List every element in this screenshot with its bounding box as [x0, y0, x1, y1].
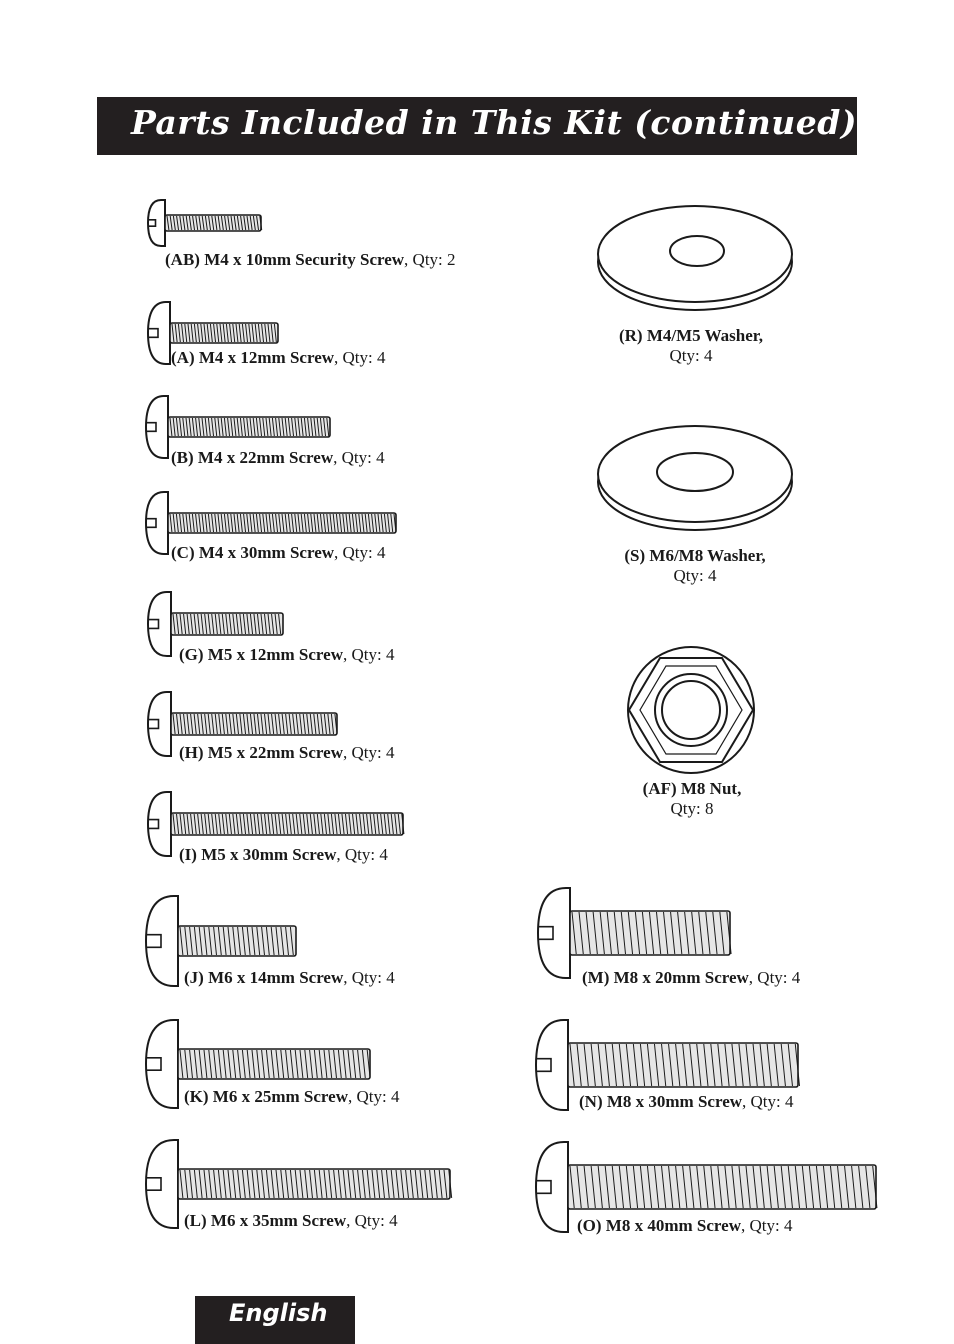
part-c-qty: , Qty: 4 [334, 543, 386, 562]
part-o-caption [577, 1216, 792, 1236]
part-af-qty: Qty: 8 [670, 799, 714, 818]
part-k-caption [184, 1087, 399, 1107]
part-s-caption [604, 546, 786, 586]
part-a-name: (A) M4 x 12mm Screw [171, 348, 335, 367]
part-r-name: (R) M4/M5 Washer, [618, 326, 764, 345]
language-label: English [229, 1299, 328, 1327]
part-n-qty: , Qty: 4 [742, 1092, 794, 1111]
part-a-caption [171, 348, 386, 368]
title-bar [97, 97, 857, 155]
part-h-name: (H) M5 x 22mm Screw [179, 743, 343, 762]
part-n-caption [579, 1092, 794, 1112]
part-j-qty: , Qty: 4 [343, 968, 395, 987]
part-g-caption [179, 645, 394, 665]
part-g-name: (G) M5 x 12mm Screw [179, 645, 343, 664]
part-b-name: (B) M4 x 22mm Screw [171, 448, 334, 467]
part-o-name: (O) M8 x 40mm Screw [577, 1216, 741, 1235]
part-a-qty: , Qty: 4 [334, 348, 386, 367]
part-h-caption [179, 743, 394, 763]
part-o-qty: , Qty: 4 [740, 1216, 793, 1235]
part-i-qty: , Qty: 4 [336, 845, 388, 864]
part-ab-name: (AB) M4 x 10mm Security Screw [165, 250, 405, 269]
part-l-caption [184, 1211, 398, 1231]
part-c-caption [171, 543, 386, 563]
page-title: Parts Included in This Kit (continued) [131, 103, 857, 142]
part-i-name: (I) M5 x 30mm Screw [179, 845, 337, 864]
part-b-qty: , Qty: 4 [333, 448, 385, 467]
part-r-caption [600, 326, 782, 366]
part-k-qty: , Qty: 4 [347, 1087, 400, 1106]
part-b-caption [171, 448, 385, 468]
part-l-name: (L) M6 x 35mm Screw [184, 1211, 347, 1230]
part-g-qty: , Qty: 4 [342, 645, 395, 664]
part-m-qty: , Qty: 4 [748, 968, 801, 987]
part-m-name: (M) M8 x 20mm Screw [582, 968, 749, 987]
washer-s-drawing [594, 418, 796, 536]
part-c-name: (C) M4 x 30mm Screw [171, 543, 335, 562]
part-l-qty: , Qty: 4 [346, 1211, 398, 1230]
part-k-name: (K) M6 x 25mm Screw [184, 1087, 348, 1106]
part-j-name: (J) M6 x 14mm Screw [184, 968, 344, 987]
part-s-qty: Qty: 4 [673, 566, 717, 585]
part-r-qty: Qty: 4 [669, 346, 713, 365]
part-s-name: (S) M6/M8 Washer, [624, 546, 766, 565]
part-af-caption [601, 779, 783, 819]
part-ab-caption [165, 250, 456, 270]
part-i-caption [179, 845, 388, 865]
part-m-caption [582, 968, 800, 988]
screw-m-drawing [536, 886, 734, 980]
part-ab-qty: , Qty: 2 [404, 250, 456, 269]
part-h-qty: , Qty: 4 [342, 743, 395, 762]
part-j-caption [184, 968, 395, 988]
washer-r-drawing [594, 198, 796, 316]
part-af-name: (AF) M8 Nut, [642, 779, 742, 798]
screw-ab-drawing [146, 198, 265, 248]
language-tab [195, 1296, 355, 1344]
nut-af-drawing [624, 644, 758, 778]
part-n-name: (N) M8 x 30mm Screw [579, 1092, 743, 1111]
